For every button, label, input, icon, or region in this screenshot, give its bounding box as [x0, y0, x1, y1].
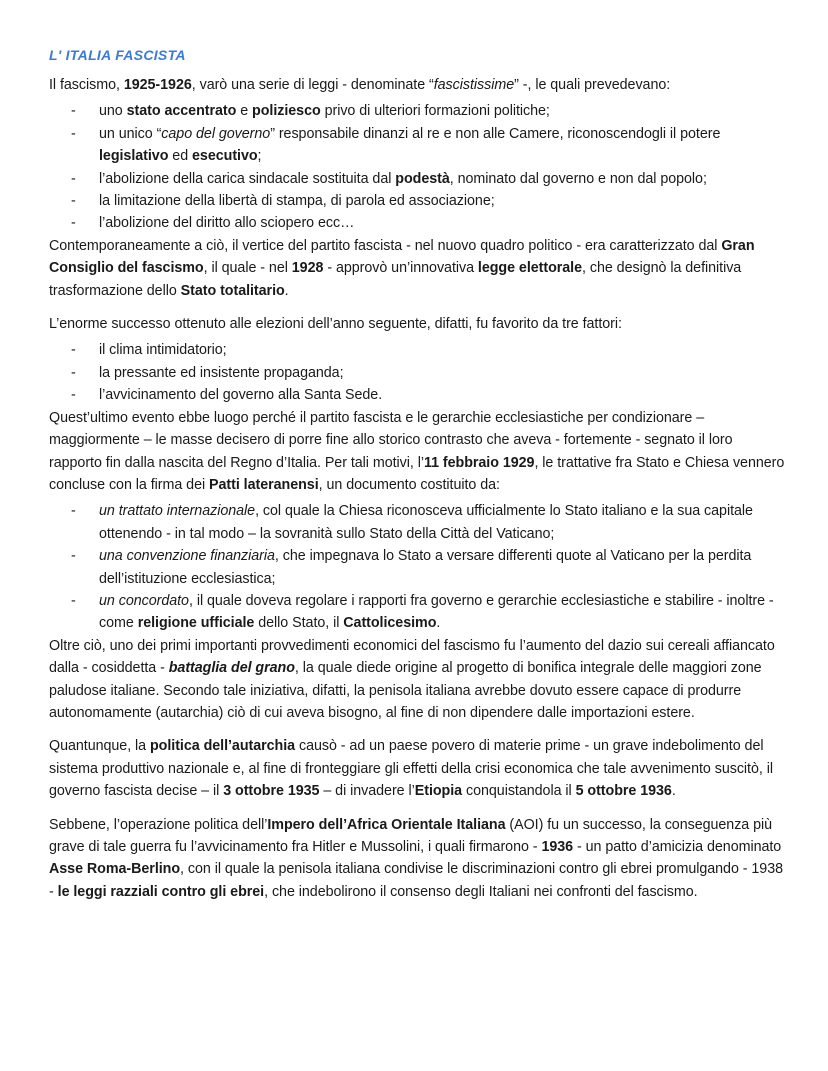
list-item	[49, 190, 789, 212]
bold-italic-run: battaglia del grano	[168, 660, 295, 677]
bold-run: Stato totalitario	[180, 282, 285, 299]
patti-list	[49, 500, 789, 634]
text-run: .	[436, 615, 441, 632]
text-run: - approvò un’innovativa	[323, 260, 478, 277]
text-run: e	[236, 103, 253, 120]
text-run: , nominato dal governo e non dal popolo;	[449, 170, 707, 187]
bold-run: religione ufficiale	[137, 615, 255, 632]
italic-run: fascistissime	[433, 77, 515, 93]
text-run: , un documento costituito da:	[318, 476, 500, 493]
bold-run: Patti lateranensi	[209, 476, 319, 493]
text-run: , che designò la definitiva trasformazione dello	[49, 260, 742, 299]
italic-run: una convenzione finanziaria	[99, 548, 275, 565]
paragraph-asse	[49, 814, 789, 904]
list-item	[49, 545, 789, 590]
list-item: - il clima intimidatorio;	[49, 339, 789, 361]
text-run: un unico “	[99, 125, 162, 142]
text-run: ” responsabile dinanzi al re e non alle Camere, riconoscendogli il potere	[270, 125, 721, 142]
bold-run: 1936	[541, 839, 574, 855]
bold-run: politica dell’autarchia	[150, 738, 296, 755]
text-run: Sebbene, l’operazione politica dell’	[49, 816, 268, 833]
text-run: , il quale - nel	[203, 260, 292, 277]
bold-run: legge elettorale	[477, 260, 583, 277]
list-item	[49, 590, 789, 635]
text-run: , la quale diede origine al progetto di bonifica integrale delle maggiori zone paludose italiane. Secondo tale iniziativa, difatti, la penisola italiana avrebbe dovuto essere capace di produrre autonomamente (autarchia) ciò di cui aveva bisogno, al fine di non dipendere dalle importazioni estere.	[49, 660, 762, 721]
bold-run: Impero dell’Africa Orientale Italiana	[267, 816, 506, 833]
bold-run: 3 ottobre 1935	[223, 783, 320, 800]
list-item	[49, 168, 789, 190]
bold-run: Gran Consiglio del fascismo	[49, 237, 755, 277]
bold-run: Cattolicesimo	[343, 615, 437, 632]
text-run: Quantunque, la	[49, 738, 150, 755]
bold-run: 1925-1926	[123, 77, 192, 93]
text-run: dello Stato, il	[254, 615, 344, 632]
bold-run: Asse Roma-Berlino	[49, 861, 181, 878]
text-run: ed	[168, 148, 193, 165]
text-run: .	[671, 783, 676, 800]
italic-run: capo del governo	[161, 125, 271, 142]
text-run: (AOI) fu un successo, la conseguenza più grave di tale guerra fu l’avvicinamento fra Hitler e Mussolini, i quali firmarono -	[49, 816, 773, 855]
bold-run: podestà	[395, 170, 450, 187]
paragraph-intro	[49, 74, 789, 96]
text-run: Contemporaneamente a ciò, il vertice del partito fascista - nel nuovo quadro politico - era caratterizzato dal	[49, 237, 722, 254]
list-item: - l’avvicinamento del governo alla Santa Sede.	[49, 384, 789, 406]
text-run: , le trattative fra Stato e Chiesa vennero concluse con la firma dei	[49, 454, 785, 493]
bold-run: esecutivo	[192, 148, 258, 165]
bold-run: stato accentrato	[126, 103, 237, 120]
list-item	[49, 123, 789, 168]
text-run: , col quale la Chiesa riconosceva ufficialmente lo Stato italiano e la sua capitale ottenendo - in tal modo – la sovranità sullo Stato della Città del Vaticano;	[99, 503, 753, 542]
text-run: la limitazione della libertà di stampa, di parola ed associazione;	[99, 193, 495, 210]
text-run: Il fascismo,	[49, 77, 124, 93]
text-run: , varò una serie di leggi - denominate “	[191, 77, 434, 93]
paragraph-grano	[49, 635, 789, 725]
text-run: l’abolizione della carica sindacale sostituita dal	[99, 170, 396, 187]
paragraph-gran-consiglio	[49, 235, 789, 302]
text-run: l’abolizione del diritto allo sciopero ecc…	[99, 215, 355, 232]
bold-run: 11 febbraio 1929	[423, 454, 535, 471]
list-item	[49, 500, 789, 545]
text-run: – di invadere l’	[319, 783, 415, 800]
text-run: Oltre ciò, uno dei primi importanti provvedimenti economici del fascismo fu l’aumento del dazio sui cereali affiancato dalla - cosiddetta -	[49, 637, 775, 677]
text-run: ;	[257, 148, 262, 165]
bold-run: poliziesco	[252, 103, 321, 120]
document-title: L' ITALIA FASCISTA	[49, 47, 186, 63]
text-run: causò - ad un paese povero di materie prime - un grave indebolimento del sistema produttivo nazionale e, al fine di fronteggiare gli effetti della crisi economica che tale avvenimento suscitò, il governo fascista decise – il	[49, 738, 773, 800]
bold-run: 1928	[291, 260, 324, 277]
laws-list	[49, 100, 789, 234]
bold-run: 5 ottobre 1936	[575, 783, 672, 800]
text-run: , con il quale la penisola italiana condivise le discriminazioni contro gli ebrei promulgando - 1938 -	[49, 861, 784, 900]
factors-list	[49, 339, 789, 406]
bold-run: legislativo	[99, 148, 169, 165]
text-run: ” -, le quali prevedevano:	[514, 77, 671, 93]
list-item: - la pressante ed insistente propaganda;	[49, 362, 789, 384]
text-run: , il quale doveva regolare i rapporti fra governo e gerarchie ecclesiastiche e stabilire - inoltre - come	[99, 592, 774, 632]
text-run: Quest’ultimo evento ebbe luogo perché il partito fascista e le gerarchie ecclesiastiche per condizionare – maggiormente – le masse decisero di porre fine allo storico contrasto che aveva - fortemente - segnato il loro rapporto fin dalla nascita del Regno d’Italia. Per tali motivi, l’	[49, 409, 733, 471]
text-run: , che indebolirono il consenso degli Italiani nei confronti del fascismo.	[264, 883, 698, 900]
text-run: .	[284, 282, 289, 299]
text-run: conquistandola il	[462, 783, 576, 800]
list-item	[49, 212, 789, 234]
bold-run: Etiopia	[414, 783, 463, 800]
text-run: - un patto d’amicizia denominato	[573, 839, 782, 855]
italic-run: un trattato internazionale	[99, 503, 256, 520]
paragraph-elezioni: L’enorme successo ottenuto alle elezioni dell’anno seguente, difatti, fu favorito da tre fattori:	[49, 316, 622, 333]
text-run: privo di ulteriori formazioni politiche;	[320, 103, 550, 120]
paragraph-autarchia	[49, 735, 789, 802]
text-run: , che impegnava lo Stato a versare differenti quote al Vaticano per la perdita dell’istituzione ecclesiastica;	[99, 548, 752, 587]
list-item	[49, 100, 789, 122]
bold-run: le leggi razziali contro gli ebrei	[57, 883, 265, 900]
text-run: uno	[99, 103, 127, 120]
italic-run: un concordato	[99, 592, 189, 609]
document-page	[49, 44, 789, 903]
paragraph-patti	[49, 407, 789, 497]
